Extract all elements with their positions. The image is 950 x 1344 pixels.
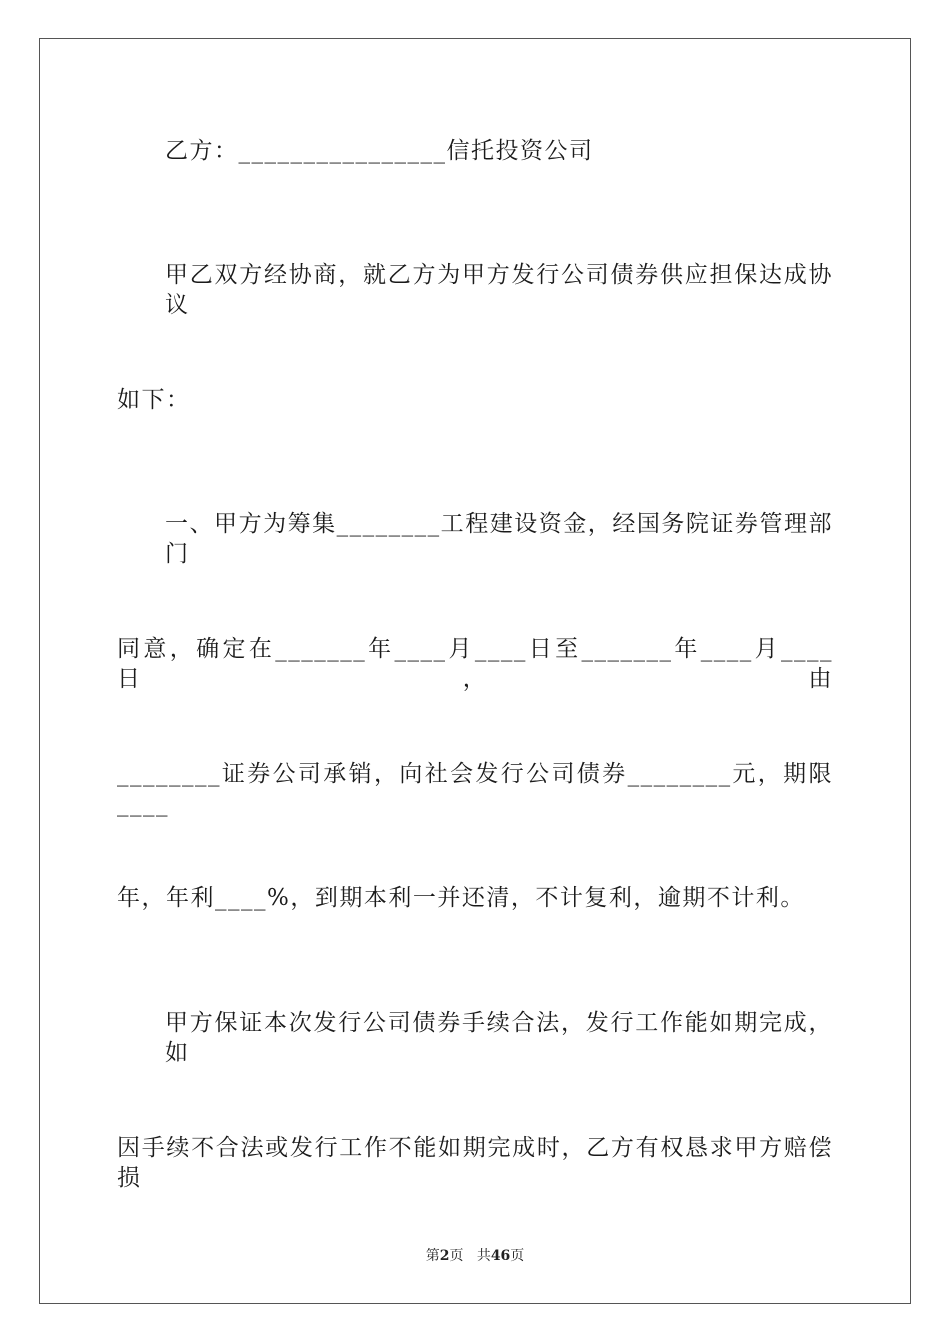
footer-total-prefix: 共 [476, 1248, 491, 1264]
footer-page-prefix: 第 [425, 1248, 440, 1264]
text-line-underwriter: ________证券公司承销，向社会发行公司债券________元，期限____ [117, 761, 833, 817]
footer-total-pages: 46 [490, 1248, 511, 1264]
page-footer [0, 1247, 950, 1265]
text-line-approval-dates: 同意，确定在_______年____月____日至_______年____月____日，由 [117, 636, 833, 692]
text-line-interest: 年，年利____%，到期本利一并还清，不计复利，逾期不计利。 [117, 885, 805, 911]
text-line-party-b: 乙方：________________信托投资公司 [165, 138, 594, 164]
footer-page-number: 2 [439, 1248, 450, 1264]
text-line-agreement-intro: 甲乙双方经协商，就乙方为甲方发行公司债券供应担保达成协议 [165, 262, 833, 318]
footer-total-suffix: 页 [510, 1248, 525, 1264]
text-line-as-follows: 如下： [117, 387, 191, 413]
footer-page-suffix: 页 [449, 1248, 464, 1264]
text-line-compensation: 因手续不合法或发行工作不能如期完成时，乙方有权恳求甲方赔偿损 [117, 1135, 833, 1191]
text-line-clause-one: 一、甲方为筹集________工程建设资金，经国务院证券管理部门 [165, 511, 833, 567]
text-line-guarantee: 甲方保证本次发行公司债券手续合法，发行工作能如期完成，如 [165, 1010, 833, 1066]
